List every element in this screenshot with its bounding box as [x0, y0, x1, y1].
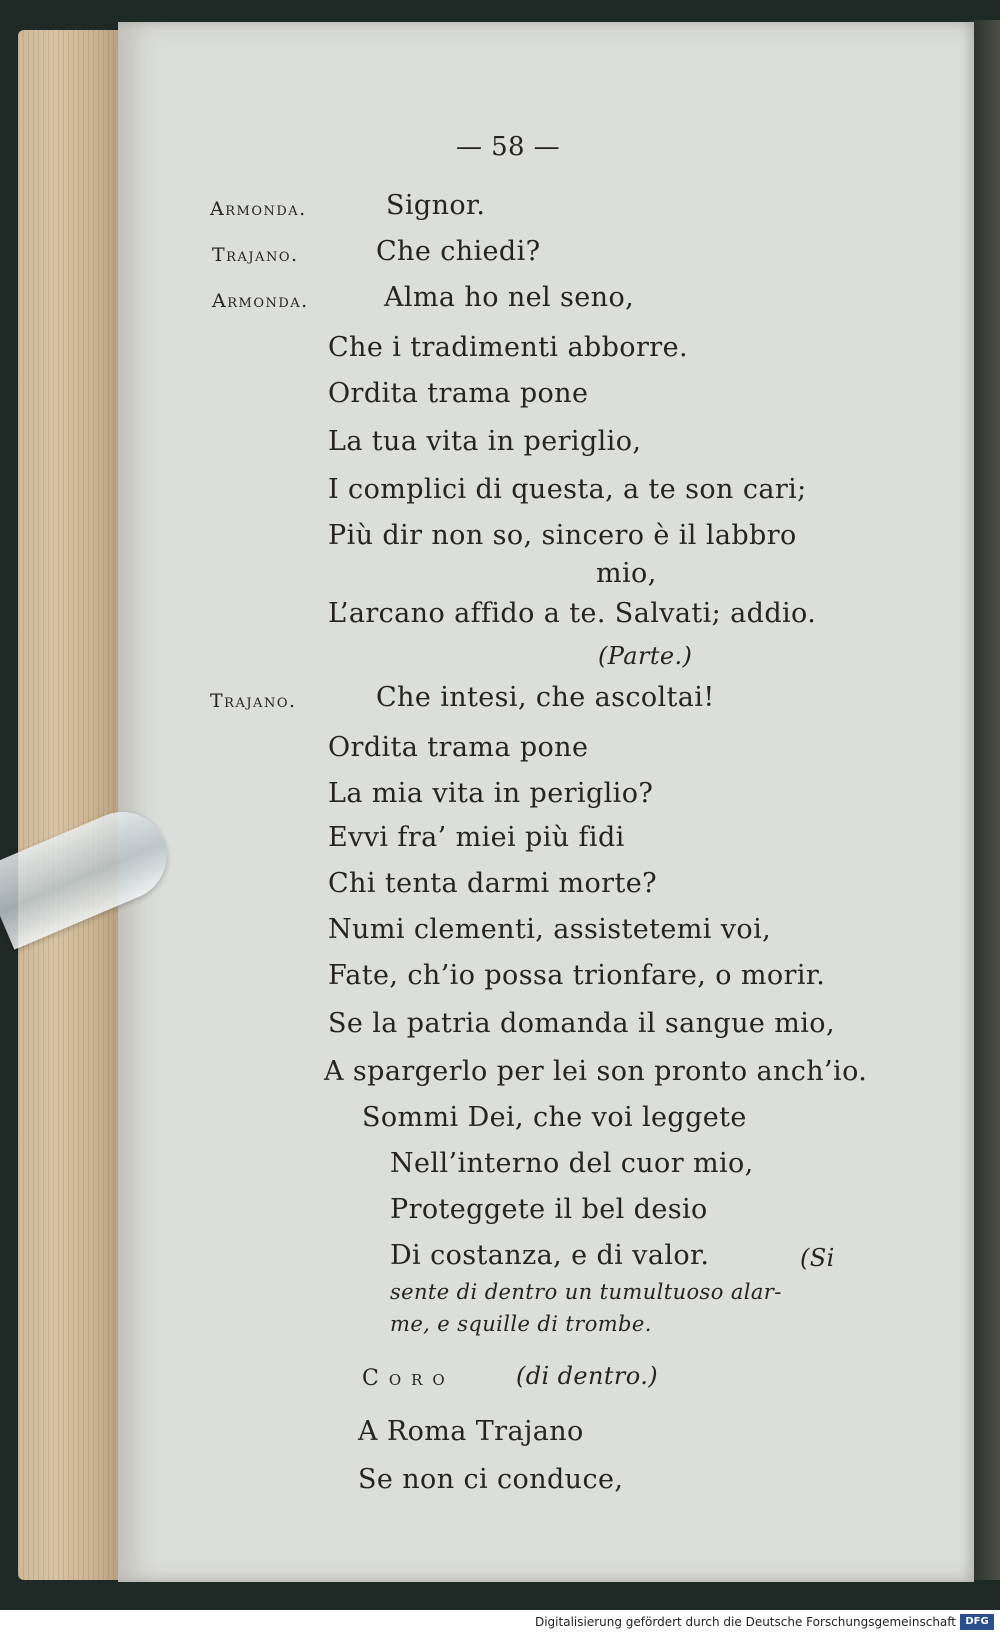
- verse-line: Ordita trama pone: [328, 732, 589, 763]
- page-number: — 58 —: [456, 132, 561, 162]
- verse-line: Evvi fra’ miei più fidi: [328, 822, 625, 853]
- verse-line: L’arcano affido a te. Salvati; addio.: [328, 598, 817, 629]
- verse-line: Signor.: [386, 190, 486, 221]
- verse-line: Se la patria domanda il sangue mio,: [328, 1008, 835, 1039]
- digitization-footer: [0, 1610, 1000, 1636]
- verse-line: Che intesi, che ascoltai!: [376, 682, 715, 713]
- verse-line: Che i tradimenti abborre.: [328, 332, 688, 363]
- verse-line: Chi tenta darmi morte?: [328, 868, 657, 899]
- verse-line: La mia vita in periglio?: [328, 778, 654, 809]
- book-right-edge: [970, 20, 1000, 1580]
- speaker-label: Trajano.: [212, 244, 299, 266]
- dfg-logo: DFG: [960, 1614, 994, 1630]
- footer-credit: Digitalisierung gefördert durch die Deutsche Forschungsgemeinschaft: [534, 1615, 956, 1629]
- verse-line: Più dir non so, sincero è il labbro: [328, 520, 797, 551]
- speaker-label: Armonda.: [210, 198, 307, 220]
- stage-direction: me, e squille di trombe.: [390, 1312, 652, 1336]
- verse-line: Ordita trama pone: [328, 378, 589, 409]
- verse-line: Numi clementi, assistetemi voi,: [328, 914, 772, 945]
- verse-line: Che chiedi?: [376, 236, 541, 267]
- verse-line: La tua vita in periglio,: [328, 426, 642, 457]
- verse-line: mio,: [596, 558, 657, 589]
- stage-direction: sente di dentro un tumultuoso alar-: [390, 1280, 782, 1304]
- verse-line: Sommi Dei, che voi leggete: [362, 1102, 747, 1133]
- verse-line: A spargerlo per lei son pronto anch’io.: [324, 1056, 868, 1087]
- speaker-label: Coro: [362, 1366, 455, 1391]
- verse-line: A Roma Trajano: [358, 1416, 584, 1447]
- verse-line: Di costanza, e di valor.: [390, 1240, 710, 1271]
- verse-line: Se non ci conduce,: [358, 1464, 624, 1495]
- verse-line: Fate, ch’io possa trionfare, o morir.: [328, 960, 826, 991]
- speaker-label: Trajano.: [210, 690, 297, 712]
- verse-line: I complici di questa, a te son cari;: [328, 474, 807, 505]
- stage-direction: (Parte.): [598, 642, 693, 670]
- book-page: [118, 22, 974, 1582]
- speaker-label: Armonda.: [212, 290, 309, 312]
- book-page-edges: [18, 30, 124, 1580]
- verse-line: Alma ho nel seno,: [384, 282, 635, 313]
- stage-direction: (di dentro.): [516, 1362, 658, 1390]
- stage-direction: (Si: [800, 1244, 835, 1272]
- verse-line: Nell’interno del cuor mio,: [390, 1148, 754, 1179]
- verse-line: Proteggete il bel desio: [390, 1194, 708, 1225]
